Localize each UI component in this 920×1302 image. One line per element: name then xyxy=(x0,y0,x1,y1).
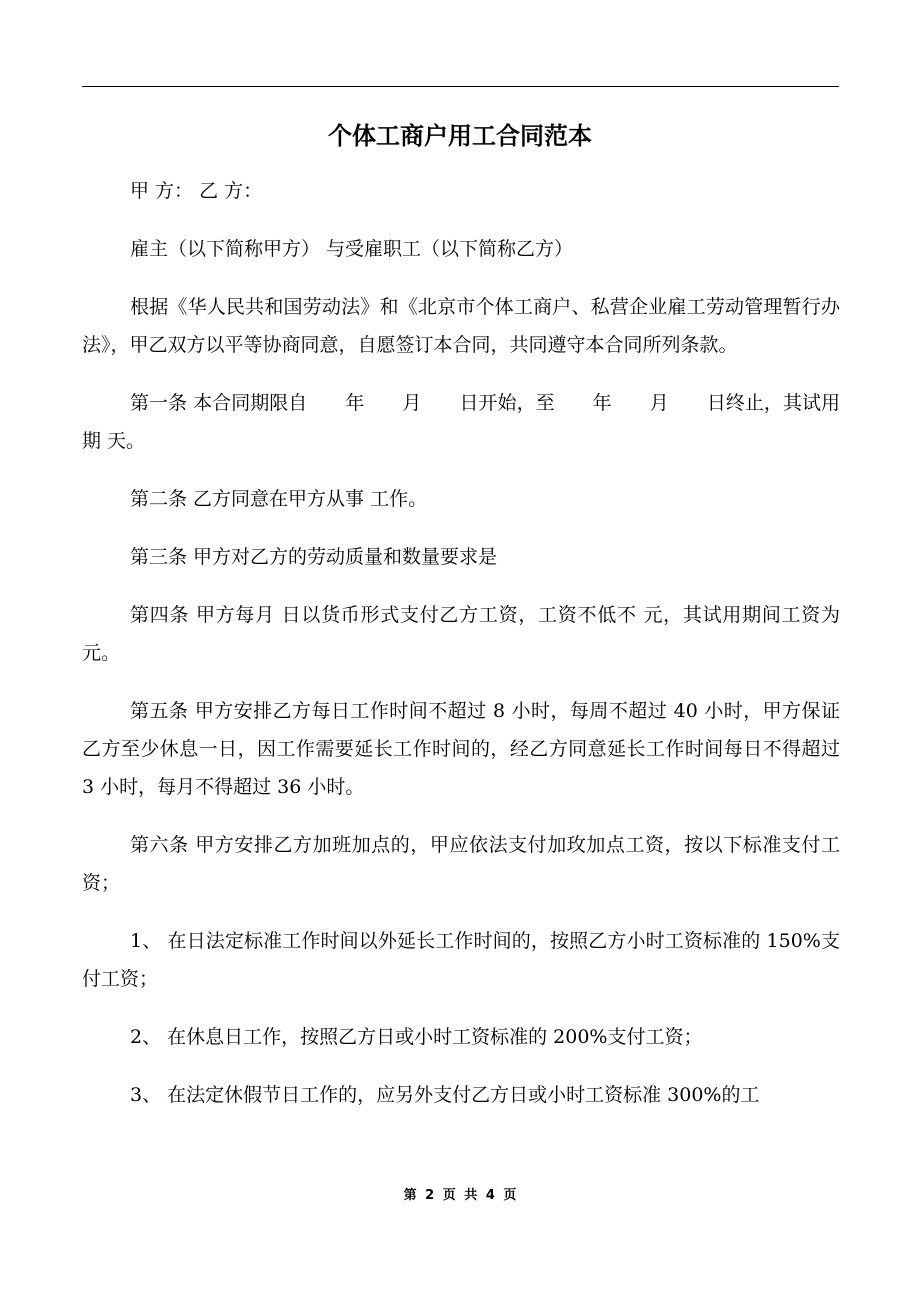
footer-prefix: 第 xyxy=(403,1188,417,1203)
footer-page-word: 页 xyxy=(442,1188,456,1203)
article-4: 第四条 甲方每月 日以货币形式支付乙方工资，工资不低不 元，其试用期间工资为 元。 xyxy=(82,604,840,664)
document-body xyxy=(82,172,840,1134)
parties-line: 甲 方： 乙 方： xyxy=(130,180,263,202)
footer-total-pages: 4 xyxy=(485,1188,495,1203)
article-3: 第三条 甲方对乙方的劳动质量和数量要求是 xyxy=(130,546,498,568)
footer-current-page: 2 xyxy=(425,1188,435,1203)
article-6: 第六条 甲方安排乙方加班加点的，甲应依法支付加玫加点工资，按以下标准支付工资； xyxy=(82,834,840,894)
footer-suffix: 页 xyxy=(503,1188,517,1203)
article-6-item-3: 3、 在法定休假节日工作的，应另外支付乙方日或小时工资标准 300%的工 xyxy=(130,1084,760,1106)
footer-total-word: 共 xyxy=(464,1188,478,1203)
article-6-item-1: 1、 在日法定标准工作时间以外延长工作时间的，按照乙方小时工资标准的 150%支付工资； xyxy=(82,930,840,990)
article-6-item-2: 2、 在休息日工作，按照乙方日或小时工资标准的 200%支付工资； xyxy=(130,1026,703,1048)
page-footer xyxy=(0,1186,920,1206)
document-title: 个体工商户用工合同范本 xyxy=(328,121,592,150)
preamble-paragraph: 根据《华人民共和国劳动法》和《北京市个体工商户、私营企业雇工劳动管理暂行办法》，甲乙双方以平等协商同意，自愿签订本合同，共同遵守本合同所列条款。 xyxy=(82,296,840,356)
article-2: 第二条 乙方同意在甲方从事 工作。 xyxy=(130,488,428,510)
article-1: 第一条 本合同期限自 年 月 日开始，至 年 月 日终止，其试用期 天。 xyxy=(82,392,840,452)
article-5: 第五条 甲方安排乙方每日工作时间不超过 8 小时，每周不超过 40 小时，甲方保证乙方至少休息一日，因工作需要延长工作时间的，经乙方同意延长工作时间每日不得超过 3 小时，每月不得超过 36 小时。 xyxy=(82,700,840,798)
header-rule xyxy=(82,86,839,87)
parties-definition: 雇主（以下简称甲方） 与受雇职工（以下简称乙方） xyxy=(130,238,574,260)
